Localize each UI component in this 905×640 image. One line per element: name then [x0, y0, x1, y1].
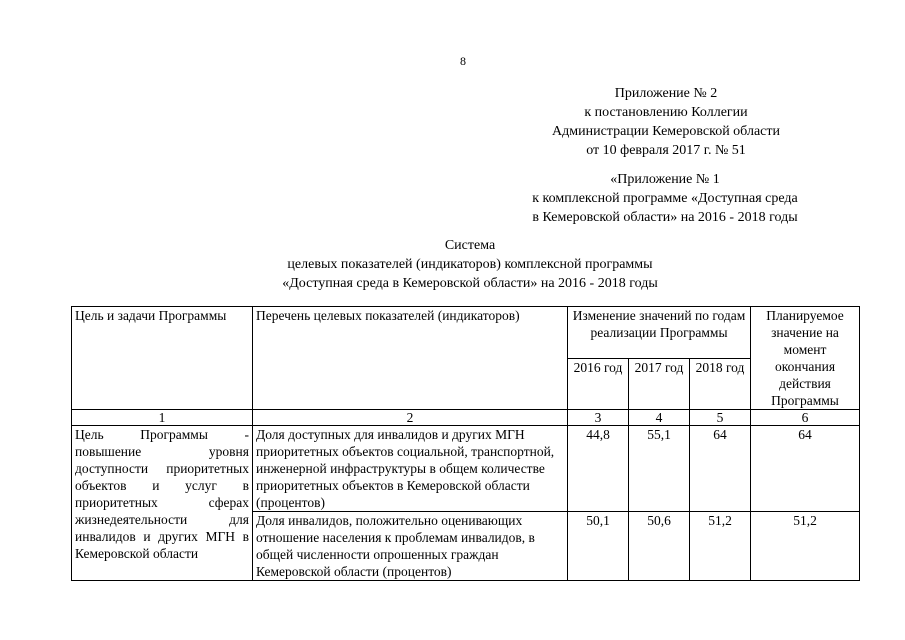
column-number: 2 [253, 410, 568, 426]
page-number: 8 [460, 54, 466, 68]
appendix-2-line: Приложение № 2 [614, 86, 718, 101]
value-2018: 64 [690, 426, 751, 512]
value-2018: 51,2 [690, 512, 751, 581]
appendix-2-header [528, 84, 804, 160]
title-line: целевых показателей (индикаторов) комплексной программы [287, 257, 653, 272]
appendix-2-line: от 10 февраля 2017 г. № 51 [586, 143, 746, 158]
value-2017: 55,1 [629, 426, 690, 512]
column-number: 5 [690, 410, 751, 426]
header-change: Изменение значений по годам реализации Программы [568, 307, 751, 359]
column-number: 1 [72, 410, 253, 426]
value-2016: 50,1 [568, 512, 629, 581]
appendix-2-line: Администрации Кемеровской области [552, 124, 780, 139]
value-2017: 50,6 [629, 512, 690, 581]
header-goal: Цель и задачи Программы [72, 307, 253, 410]
header-year-2017: 2017 год [629, 359, 690, 410]
appendix-1-line: в Кемеровской области» на 2016 - 2018 годы [532, 210, 798, 225]
header-indicators: Перечень целевых показателей (индикаторов) [253, 307, 568, 410]
title-line: «Доступная среда в Кемеровской области» на 2016 - 2018 годы [282, 276, 658, 291]
header-year-2018: 2018 год [690, 359, 751, 410]
value-2016: 44,8 [568, 426, 629, 512]
indicator-cell: Доля доступных для инвалидов и других МГН приоритетных объектов социальной, транспортной, инженерной инфраструктуры в общем количестве приоритетных объектов в Кемеровской области (процентов) [253, 426, 568, 512]
appendix-1-line: к комплексной программе «Доступная среда [532, 191, 798, 206]
appendix-1-line: «Приложение № 1 [610, 172, 720, 187]
value-planned: 51,2 [751, 512, 860, 581]
indicators-table [71, 306, 860, 581]
goal-cell: Цель Программы - повышение уровня доступности приоритетных объектов и услуг в приоритетных сферах жизнедеятельности для инвалидов и других МГН в Кемеровской области [72, 426, 253, 581]
appendix-2-line: к постановлению Коллегии [584, 105, 748, 120]
column-number: 4 [629, 410, 690, 426]
indicator-cell: Доля инвалидов, положительно оценивающих отношение населения к проблемам инвалидов, в общей численности опрошенных граждан Кемеровской области (процентов) [253, 512, 568, 581]
column-numbers-row [72, 410, 860, 426]
appendix-1-header [515, 170, 815, 227]
document-title [160, 236, 780, 293]
value-planned: 64 [751, 426, 860, 512]
column-number: 3 [568, 410, 629, 426]
header-planned: Планируемое значение на момент окончания действия Программы [751, 307, 860, 410]
table-row [72, 426, 860, 512]
header-row [72, 307, 860, 359]
title-line: Система [444, 238, 496, 253]
header-year-2016: 2016 год [568, 359, 629, 410]
column-number: 6 [751, 410, 860, 426]
